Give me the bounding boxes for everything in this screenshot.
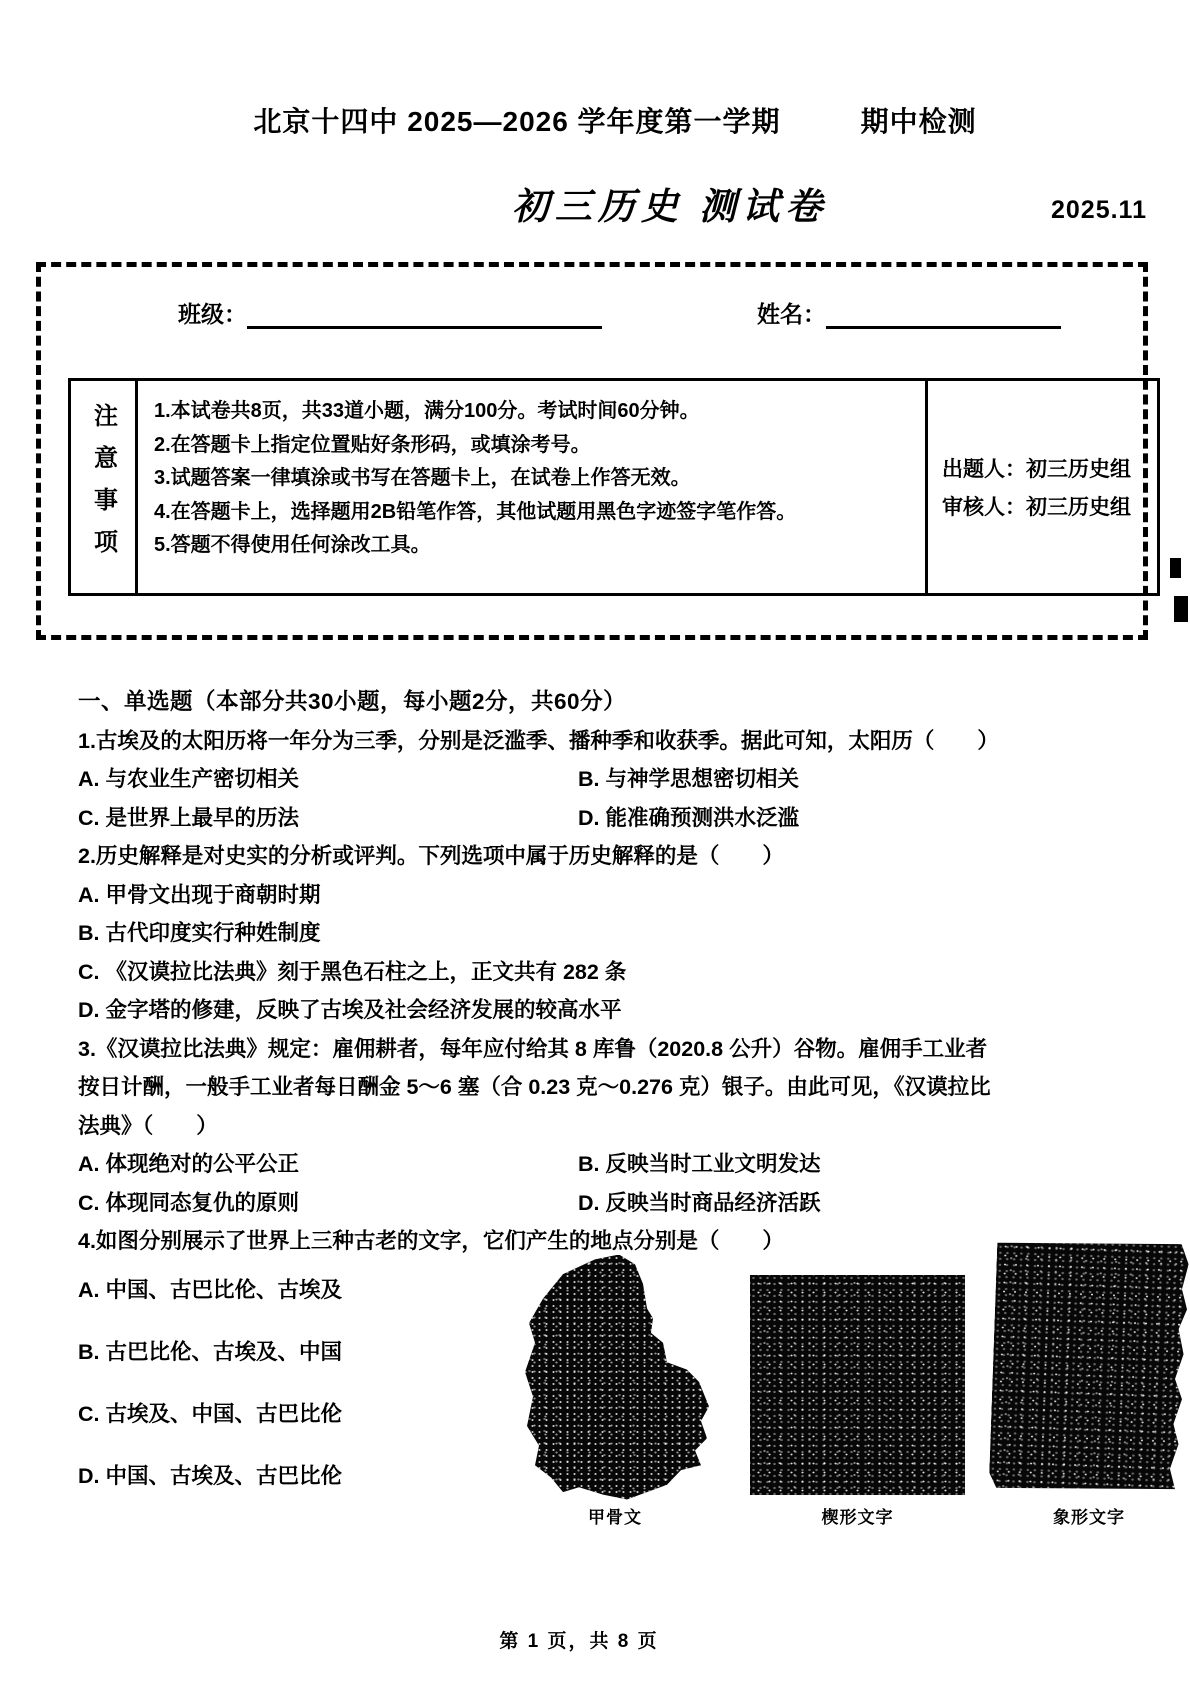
q1-option-b: B. 与神学思想密切相关: [578, 767, 799, 791]
scan-artifact: [1174, 596, 1188, 622]
q2-stem: 2.历史解释是对史实的分析或评判。下列选项中属于历史解释的是（ ）: [78, 844, 784, 868]
reviewer-line: 审核人：初三历史组: [942, 496, 1131, 519]
name-blank-line: [826, 298, 1061, 329]
q3-stem-line: 法典》（ ）: [78, 1113, 218, 1138]
school-term-title: 北京十四中 2025—2026 学年度第一学期: [253, 106, 781, 137]
q2-option-c: C. 《汉谟拉比法典》刻于黑色石柱之上，正文共有 282 条: [78, 959, 627, 984]
notice-side-cell: [71, 381, 138, 593]
notice-side-label: 注意事项: [89, 403, 117, 571]
q3-stem-line: 3.《汉谟拉比法典》规定：雇佣耕者，每年应付给其 8 库鲁（2020.8 公升）谷物。雇佣手工业者: [78, 1036, 988, 1061]
q2-option-b: B. 古代印度实行种姓制度: [78, 921, 321, 945]
q3-option-c: C. 体现同态复仇的原则: [78, 1190, 299, 1215]
page-footer: 第 1 页，共 8 页: [499, 1631, 659, 1652]
paper-title: 初三历史 测试卷: [511, 187, 829, 228]
notice-item: 5.答题不得使用任何涂改工具。: [154, 534, 431, 556]
header-title: [20, 100, 1190, 140]
q4-stem: 4.如图分别展示了世界上三种古老的文字，它们产生的地点分别是（ ）: [78, 1229, 784, 1253]
q3-option-d: D. 反映当时商品经济活跃: [578, 1190, 821, 1215]
q1-stem: 1.古埃及的太阳历将一年分为三季，分别是泛滥季、播种季和收获季。据此可知，太阳历（ ）: [78, 728, 999, 753]
notice-table: [68, 378, 1160, 596]
q3-option-b: B. 反映当时工业文明发达: [578, 1152, 821, 1176]
class-blank-line: [247, 298, 602, 329]
q1-option-d: D. 能准确预测洪水泛滥: [578, 805, 799, 830]
q4-option-d: D. 中国、古埃及、古巴比伦: [78, 1463, 342, 1488]
q4-option-a: A. 中国、古巴比伦、古埃及: [78, 1277, 342, 1302]
q3-option-a: A. 体现绝对的公平公正: [78, 1152, 299, 1176]
scan-artifact: [1170, 558, 1181, 578]
section-heading: 一、单选题（本部分共30小题，每小题2分，共60分）: [78, 689, 627, 714]
figure-caption: 象形文字: [1053, 1507, 1125, 1527]
name-label: 姓名：: [757, 301, 826, 327]
q1-options-row1: [78, 760, 1153, 799]
q4-figure-block: [78, 1261, 1153, 1543]
exam-type-title: 期中检测: [860, 106, 977, 137]
notice-item: 2.在答题卡上指定位置贴好条形码，或填涂考号。: [154, 433, 591, 456]
figure-caption: 甲骨文: [588, 1507, 642, 1527]
q3-options-row2: [78, 1184, 1153, 1223]
figure-caption: 楔形文字: [821, 1507, 894, 1527]
q2-option-d: D. 金字塔的修建，反映了古埃及社会经济发展的较高水平: [78, 998, 622, 1022]
q1-options-row2: [78, 799, 1153, 838]
question-area: [78, 683, 1153, 1543]
student-info-row: [178, 296, 1061, 329]
exam-date: 2025.11: [1051, 196, 1147, 224]
class-label: 班级：: [178, 301, 247, 327]
notice-item: 1.本试卷共8页，共33道小题，满分100分。考试时间60分钟。: [154, 400, 700, 422]
q4-option-b: B. 古巴比伦、古埃及、中国: [78, 1339, 342, 1364]
q2-option-a: A. 甲骨文出现于商朝时期: [78, 882, 321, 907]
q4-option-c: C. 古埃及、中国、古巴比伦: [78, 1401, 342, 1426]
q1-option-c: C. 是世界上最早的历法: [78, 805, 299, 830]
cuneiform-tablet-image: [750, 1275, 965, 1495]
setter-line: 出题人：初三历史组: [942, 458, 1131, 481]
notice-item: 4.在答题卡上，选择题用2B铅笔作答，其他试题用黑色字迹签字笔作答。: [154, 500, 797, 523]
hieroglyph-stone-image: [989, 1237, 1190, 1494]
q1-option-a: A. 与农业生产密切相关: [78, 767, 299, 791]
q3-stem-line: 按日计酬，一般手工业者每日酬金 5～6 塞（合 0.23 克～0.276 克）银子。由此可见，《汉谟拉比: [78, 1075, 991, 1099]
oracle-bone-image: [515, 1255, 715, 1500]
notice-staff-cell: [925, 381, 1157, 593]
notice-items-cell: [138, 381, 925, 593]
q3-options-row1: [78, 1145, 1153, 1184]
notice-item: 3.试题答案一律填涂或书写在答题卡上，在试卷上作答无效。: [154, 467, 691, 489]
